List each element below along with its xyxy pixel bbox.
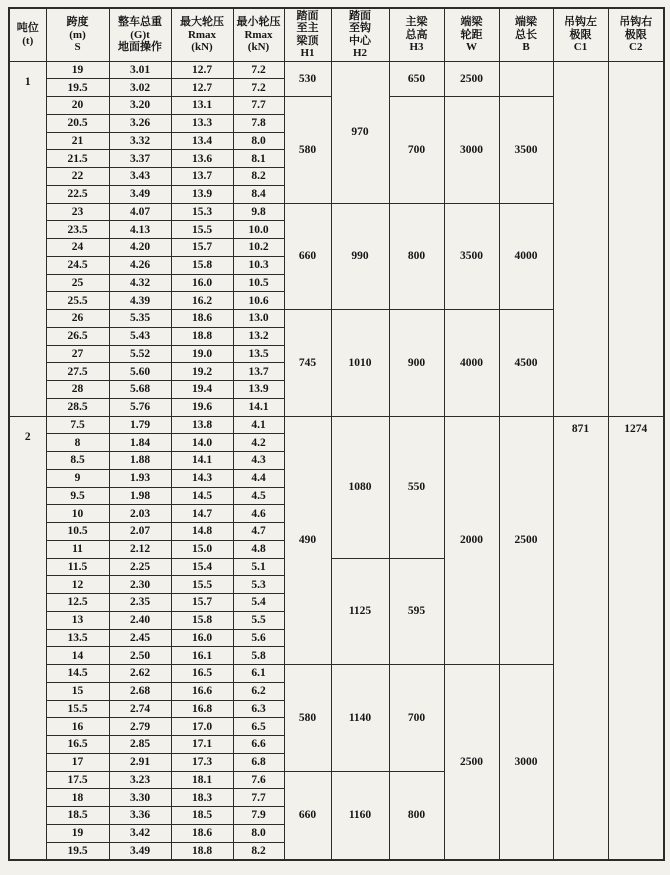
cell-total-weight: 4.26 <box>109 256 171 274</box>
header-c1 <box>553 8 608 61</box>
cell-max-wheel-load: 15.8 <box>171 611 233 629</box>
header-line: (G)t <box>130 28 150 41</box>
cell-c2: 1274 <box>608 416 664 860</box>
header-h2 <box>331 8 389 61</box>
cell-span: 22 <box>46 168 109 186</box>
cell-min-wheel-load: 4.4 <box>233 469 284 487</box>
cell-c1 <box>553 61 608 416</box>
header-min-wheel-load <box>233 8 284 61</box>
cell-max-wheel-load: 16.0 <box>171 629 233 647</box>
cell-h3: 700 <box>389 97 444 204</box>
cell-max-wheel-load: 13.4 <box>171 132 233 150</box>
cell-min-wheel-load: 4.7 <box>233 523 284 541</box>
cell-span: 23.5 <box>46 221 109 239</box>
cell-total-weight: 4.13 <box>109 221 171 239</box>
cell-max-wheel-load: 19.2 <box>171 363 233 381</box>
cell-span: 12.5 <box>46 594 109 612</box>
cell-min-wheel-load: 6.1 <box>233 665 284 683</box>
cell-max-wheel-load: 16.0 <box>171 274 233 292</box>
header-line: (m) <box>69 28 86 41</box>
cell-tonnage: 2 <box>9 416 46 860</box>
cell-min-wheel-load: 13.2 <box>233 327 284 345</box>
header-c2 <box>608 8 664 61</box>
cell-max-wheel-load: 13.7 <box>171 168 233 186</box>
cell-min-wheel-load: 7.6 <box>233 771 284 789</box>
cell-min-wheel-load: 6.6 <box>233 736 284 754</box>
cell-h2: 1160 <box>331 771 389 860</box>
cell-max-wheel-load: 15.0 <box>171 540 233 558</box>
cell-total-weight: 4.20 <box>109 239 171 257</box>
header-line: 吊钩左 <box>564 16 597 28</box>
header-line: 端梁 <box>515 16 537 28</box>
cell-b: 3000 <box>499 665 553 860</box>
header-line: 最大轮压 <box>180 16 224 28</box>
crane-spec-table <box>8 7 665 861</box>
cell-span: 18.5 <box>46 807 109 825</box>
cell-max-wheel-load: 13.1 <box>171 97 233 115</box>
cell-min-wheel-load: 10.5 <box>233 274 284 292</box>
header-line: 踏面 <box>296 9 319 22</box>
cell-min-wheel-load: 10.3 <box>233 256 284 274</box>
cell-min-wheel-load: 4.8 <box>233 540 284 558</box>
header-line: B <box>522 41 530 53</box>
header-span <box>46 8 109 61</box>
cell-total-weight: 3.49 <box>109 842 171 860</box>
cell-max-wheel-load: 14.1 <box>171 452 233 470</box>
header-line: 总长 <box>515 28 537 41</box>
cell-w: 4000 <box>444 310 499 417</box>
cell-h2: 970 <box>331 61 389 203</box>
cell-span: 26 <box>46 310 109 328</box>
cell-min-wheel-load: 13.7 <box>233 363 284 381</box>
cell-h3: 550 <box>389 416 444 558</box>
cell-total-weight: 2.07 <box>109 523 171 541</box>
cell-span: 15.5 <box>46 700 109 718</box>
cell-total-weight: 5.52 <box>109 345 171 363</box>
cell-span: 11.5 <box>46 558 109 576</box>
header-line: H2 <box>352 47 368 60</box>
header-tonnage <box>9 8 46 61</box>
cell-h3: 650 <box>389 61 444 97</box>
cell-span: 10 <box>46 505 109 523</box>
cell-span: 19.5 <box>46 79 109 97</box>
cell-h3: 900 <box>389 310 444 417</box>
cell-c2 <box>608 61 664 416</box>
cell-max-wheel-load: 15.4 <box>171 558 233 576</box>
cell-span: 16.5 <box>46 736 109 754</box>
cell-max-wheel-load: 14.8 <box>171 523 233 541</box>
table-header <box>9 8 664 61</box>
cell-max-wheel-load: 13.9 <box>171 185 233 203</box>
cell-b: 3500 <box>499 97 553 204</box>
header-h1 <box>284 8 331 61</box>
cell-max-wheel-load: 18.6 <box>171 310 233 328</box>
header-line: 总高 <box>405 28 428 41</box>
cell-min-wheel-load: 7.8 <box>233 114 284 132</box>
cell-span: 7.5 <box>46 416 109 434</box>
header-max-wheel-load <box>171 8 233 61</box>
header-line: H1 <box>300 47 315 60</box>
header-line: 至主 <box>296 22 319 35</box>
cell-min-wheel-load: 9.8 <box>233 203 284 221</box>
cell-span: 8 <box>46 434 109 452</box>
cell-w: 3000 <box>444 97 499 204</box>
cell-min-wheel-load: 7.9 <box>233 807 284 825</box>
cell-min-wheel-load: 5.8 <box>233 647 284 665</box>
cell-min-wheel-load: 6.3 <box>233 700 284 718</box>
cell-min-wheel-load: 4.6 <box>233 505 284 523</box>
cell-max-wheel-load: 18.1 <box>171 771 233 789</box>
cell-min-wheel-load: 6.5 <box>233 718 284 736</box>
cell-span: 22.5 <box>46 185 109 203</box>
table-row <box>9 416 664 434</box>
cell-total-weight: 5.76 <box>109 398 171 416</box>
cell-span: 27.5 <box>46 363 109 381</box>
cell-h3: 700 <box>389 665 444 772</box>
header-w <box>444 8 499 61</box>
cell-span: 19.5 <box>46 842 109 860</box>
cell-max-wheel-load: 15.8 <box>171 256 233 274</box>
cell-total-weight: 3.26 <box>109 114 171 132</box>
cell-max-wheel-load: 17.0 <box>171 718 233 736</box>
cell-total-weight: 5.35 <box>109 310 171 328</box>
header-line: 最小轮压 <box>236 16 281 28</box>
cell-max-wheel-load: 19.6 <box>171 398 233 416</box>
cell-max-wheel-load: 15.5 <box>171 221 233 239</box>
header-line: 整车总重 <box>118 16 162 28</box>
cell-max-wheel-load: 16.6 <box>171 682 233 700</box>
cell-total-weight: 2.45 <box>109 629 171 647</box>
table-row <box>9 61 664 79</box>
cell-span: 26.5 <box>46 327 109 345</box>
cell-h1: 530 <box>284 61 331 97</box>
cell-min-wheel-load: 4.5 <box>233 487 284 505</box>
cell-max-wheel-load: 16.5 <box>171 665 233 683</box>
cell-h3: 595 <box>389 558 444 665</box>
cell-b <box>499 61 553 97</box>
cell-total-weight: 2.30 <box>109 576 171 594</box>
cell-max-wheel-load: 12.7 <box>171 79 233 97</box>
cell-w: 2500 <box>444 665 499 860</box>
cell-span: 23 <box>46 203 109 221</box>
cell-min-wheel-load: 10.2 <box>233 239 284 257</box>
cell-min-wheel-load: 7.7 <box>233 789 284 807</box>
cell-min-wheel-load: 4.1 <box>233 416 284 434</box>
cell-total-weight: 5.60 <box>109 363 171 381</box>
header-line: W <box>466 41 477 53</box>
cell-max-wheel-load: 15.3 <box>171 203 233 221</box>
header-line: 跨度 <box>66 16 89 28</box>
cell-min-wheel-load: 4.2 <box>233 434 284 452</box>
cell-min-wheel-load: 14.1 <box>233 398 284 416</box>
header-line: (t) <box>22 34 34 47</box>
cell-total-weight: 3.23 <box>109 771 171 789</box>
cell-total-weight: 3.01 <box>109 61 171 79</box>
cell-max-wheel-load: 13.3 <box>171 114 233 132</box>
cell-min-wheel-load: 8.2 <box>233 842 284 860</box>
cell-min-wheel-load: 5.3 <box>233 576 284 594</box>
cell-span: 21 <box>46 132 109 150</box>
cell-span: 16 <box>46 718 109 736</box>
cell-total-weight: 3.43 <box>109 168 171 186</box>
cell-h2: 1080 <box>331 416 389 558</box>
cell-span: 15 <box>46 682 109 700</box>
cell-b: 4500 <box>499 310 553 417</box>
cell-max-wheel-load: 15.5 <box>171 576 233 594</box>
cell-total-weight: 5.43 <box>109 327 171 345</box>
header-line: 极限 <box>569 28 592 41</box>
cell-total-weight: 3.49 <box>109 185 171 203</box>
cell-span: 19 <box>46 824 109 842</box>
cell-w: 3500 <box>444 203 499 310</box>
cell-total-weight: 2.03 <box>109 505 171 523</box>
cell-min-wheel-load: 5.1 <box>233 558 284 576</box>
cell-span: 14.5 <box>46 665 109 683</box>
cell-max-wheel-load: 17.3 <box>171 753 233 771</box>
cell-h2: 1010 <box>331 310 389 417</box>
cell-h3: 800 <box>389 203 444 310</box>
cell-h1: 660 <box>284 203 331 310</box>
cell-max-wheel-load: 13.8 <box>171 416 233 434</box>
cell-total-weight: 2.35 <box>109 594 171 612</box>
cell-span: 17.5 <box>46 771 109 789</box>
cell-max-wheel-load: 18.8 <box>171 842 233 860</box>
cell-total-weight: 1.98 <box>109 487 171 505</box>
cell-min-wheel-load: 6.8 <box>233 753 284 771</box>
header-line: (kN) <box>191 41 213 53</box>
cell-span: 25.5 <box>46 292 109 310</box>
cell-total-weight: 2.25 <box>109 558 171 576</box>
cell-min-wheel-load: 13.0 <box>233 310 284 328</box>
header-line: C2 <box>629 41 643 53</box>
header-line: Rmax <box>244 28 273 41</box>
header-line: 轮距 <box>460 28 483 41</box>
cell-total-weight: 4.32 <box>109 274 171 292</box>
cell-total-weight: 2.68 <box>109 682 171 700</box>
cell-total-weight: 1.84 <box>109 434 171 452</box>
cell-span: 27 <box>46 345 109 363</box>
cell-span: 25 <box>46 274 109 292</box>
header-line: 极限 <box>624 28 647 41</box>
header-h3 <box>389 8 444 61</box>
cell-min-wheel-load: 13.5 <box>233 345 284 363</box>
cell-h2: 990 <box>331 203 389 310</box>
header-line: (kN) <box>247 41 270 53</box>
cell-max-wheel-load: 17.1 <box>171 736 233 754</box>
cell-total-weight: 2.85 <box>109 736 171 754</box>
cell-span: 17 <box>46 753 109 771</box>
cell-min-wheel-load: 8.0 <box>233 132 284 150</box>
cell-total-weight: 5.68 <box>109 381 171 399</box>
cell-h2: 1125 <box>331 558 389 665</box>
cell-span: 24 <box>46 239 109 257</box>
cell-max-wheel-load: 14.3 <box>171 469 233 487</box>
cell-w: 2500 <box>444 61 499 97</box>
cell-max-wheel-load: 12.7 <box>171 61 233 79</box>
cell-h1: 745 <box>284 310 331 417</box>
header-total-weight <box>109 8 171 61</box>
cell-max-wheel-load: 19.0 <box>171 345 233 363</box>
cell-total-weight: 4.39 <box>109 292 171 310</box>
cell-h1: 490 <box>284 416 331 665</box>
header-line: 至钩 <box>349 22 371 35</box>
cell-min-wheel-load: 7.2 <box>233 79 284 97</box>
cell-span: 21.5 <box>46 150 109 168</box>
cell-total-weight: 2.40 <box>109 611 171 629</box>
cell-w: 2000 <box>444 416 499 665</box>
cell-b: 2500 <box>499 416 553 665</box>
header-row <box>9 8 664 61</box>
cell-max-wheel-load: 14.7 <box>171 505 233 523</box>
cell-span: 9.5 <box>46 487 109 505</box>
cell-h2: 1140 <box>331 665 389 772</box>
cell-span: 13 <box>46 611 109 629</box>
cell-max-wheel-load: 15.7 <box>171 239 233 257</box>
cell-max-wheel-load: 19.4 <box>171 381 233 399</box>
cell-max-wheel-load: 13.6 <box>171 150 233 168</box>
cell-tonnage: 1 <box>9 61 46 416</box>
cell-max-wheel-load: 18.5 <box>171 807 233 825</box>
cell-total-weight: 3.32 <box>109 132 171 150</box>
cell-span: 20.5 <box>46 114 109 132</box>
cell-span: 12 <box>46 576 109 594</box>
cell-max-wheel-load: 16.1 <box>171 647 233 665</box>
cell-span: 11 <box>46 540 109 558</box>
cell-min-wheel-load: 8.0 <box>233 824 284 842</box>
header-line: 主梁 <box>405 16 428 28</box>
header-line: 吊钩右 <box>619 16 653 28</box>
cell-span: 8.5 <box>46 452 109 470</box>
cell-total-weight: 2.79 <box>109 718 171 736</box>
cell-total-weight: 1.79 <box>109 416 171 434</box>
cell-min-wheel-load: 10.0 <box>233 221 284 239</box>
cell-min-wheel-load: 6.2 <box>233 682 284 700</box>
cell-max-wheel-load: 18.3 <box>171 789 233 807</box>
header-line: 端梁 <box>460 16 483 28</box>
cell-total-weight: 3.20 <box>109 97 171 115</box>
cell-total-weight: 2.50 <box>109 647 171 665</box>
cell-total-weight: 1.93 <box>109 469 171 487</box>
cell-span: 18 <box>46 789 109 807</box>
cell-max-wheel-load: 18.8 <box>171 327 233 345</box>
cell-total-weight: 2.74 <box>109 700 171 718</box>
cell-max-wheel-load: 16.2 <box>171 292 233 310</box>
cell-total-weight: 1.88 <box>109 452 171 470</box>
cell-span: 28 <box>46 381 109 399</box>
header-line: 梁顶 <box>296 34 319 47</box>
cell-h1: 580 <box>284 665 331 772</box>
cell-total-weight: 4.07 <box>109 203 171 221</box>
cell-span: 28.5 <box>46 398 109 416</box>
cell-total-weight: 3.37 <box>109 150 171 168</box>
header-b <box>499 8 553 61</box>
cell-h1: 580 <box>284 97 331 204</box>
cell-total-weight: 3.36 <box>109 807 171 825</box>
cell-min-wheel-load: 5.4 <box>233 594 284 612</box>
header-line: 地面操作 <box>118 41 162 53</box>
cell-min-wheel-load: 10.6 <box>233 292 284 310</box>
cell-span: 10.5 <box>46 523 109 541</box>
cell-total-weight: 3.30 <box>109 789 171 807</box>
cell-min-wheel-load: 13.9 <box>233 381 284 399</box>
cell-span: 9 <box>46 469 109 487</box>
header-line: C1 <box>573 41 588 53</box>
cell-max-wheel-load: 14.5 <box>171 487 233 505</box>
cell-b: 4000 <box>499 203 553 310</box>
cell-min-wheel-load: 5.5 <box>233 611 284 629</box>
cell-max-wheel-load: 16.8 <box>171 700 233 718</box>
cell-span: 19 <box>46 61 109 79</box>
header-line: 中心 <box>349 34 371 47</box>
cell-span: 13.5 <box>46 629 109 647</box>
cell-min-wheel-load: 5.6 <box>233 629 284 647</box>
cell-span: 14 <box>46 647 109 665</box>
cell-min-wheel-load: 7.2 <box>233 61 284 79</box>
cell-min-wheel-load: 7.7 <box>233 97 284 115</box>
cell-max-wheel-load: 15.7 <box>171 594 233 612</box>
cell-total-weight: 2.12 <box>109 540 171 558</box>
table-body <box>9 61 664 860</box>
cell-min-wheel-load: 8.1 <box>233 150 284 168</box>
cell-c1: 871 <box>553 416 608 860</box>
cell-span: 24.5 <box>46 256 109 274</box>
header-line: 踏面 <box>349 9 371 22</box>
cell-min-wheel-load: 4.3 <box>233 452 284 470</box>
cell-max-wheel-load: 18.6 <box>171 824 233 842</box>
cell-span: 20 <box>46 97 109 115</box>
header-line: H3 <box>409 41 424 53</box>
cell-max-wheel-load: 14.0 <box>171 434 233 452</box>
cell-h3: 800 <box>389 771 444 860</box>
cell-total-weight: 3.02 <box>109 79 171 97</box>
cell-total-weight: 2.91 <box>109 753 171 771</box>
cell-min-wheel-load: 8.4 <box>233 185 284 203</box>
cell-min-wheel-load: 8.2 <box>233 168 284 186</box>
cell-h1: 660 <box>284 771 331 860</box>
cell-total-weight: 3.42 <box>109 824 171 842</box>
cell-total-weight: 2.62 <box>109 665 171 683</box>
header-line: Rmax <box>187 28 217 41</box>
header-line: 吨位 <box>16 22 39 35</box>
header-line: S <box>74 41 81 53</box>
